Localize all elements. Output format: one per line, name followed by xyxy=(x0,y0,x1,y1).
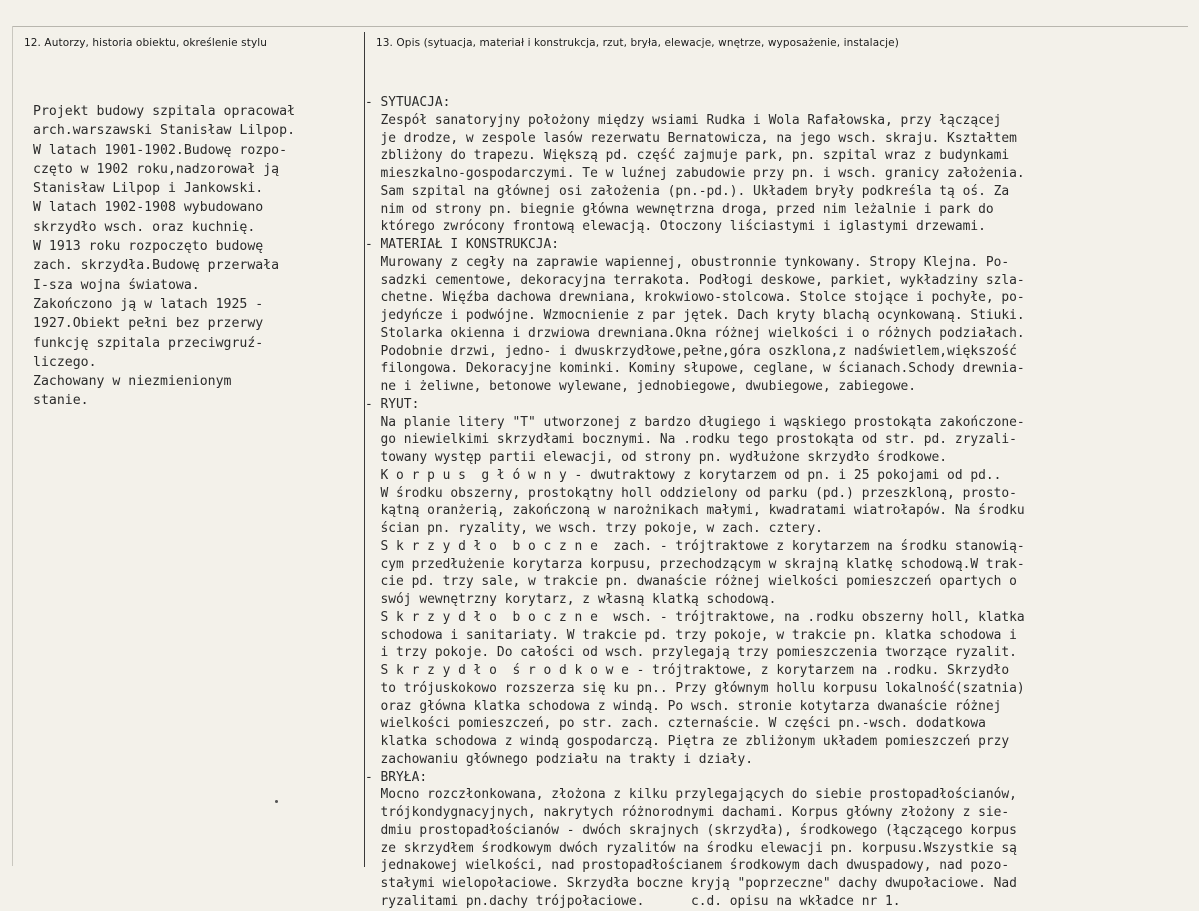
right-text-line: oraz główna klatka schodowa z windą. Po wsch. stronie kotytarza dwanaście różnej xyxy=(365,698,1002,714)
left-text-line: Zachowany w niezmienionym xyxy=(33,374,232,390)
right-text-line: wielkości pomieszczeń, po str. zach. czternaście. W części pn.-wsch. dodatkowa xyxy=(365,716,986,732)
right-text-line: sadzki cementowe, dekoracyjna terrakota. Podłogi deskowe, parkiet, wykładziny szla- xyxy=(365,272,1025,288)
left-text-line: funkcję szpitala przeciwgruź- xyxy=(33,335,264,351)
top-border-line xyxy=(12,26,1188,27)
right-text-line: jedyńcze i podwójne. Wzmocnienie z par jętek. Dach kryty blachą ocynkowaną. Stiuki. xyxy=(365,308,1025,323)
authors-history-text xyxy=(33,102,363,411)
right-text-line: którego zwrócony frontową elewacją. Otoczony liściastymi i iglastymi drzewami. xyxy=(365,219,986,235)
right-text-line: Na planie litery "T" utworzonej z bardzo długiego i wąskiego prostokąta zakończone- xyxy=(365,414,1025,430)
left-text-line: częto w 1902 roku,nadzorował ją xyxy=(33,161,280,177)
right-text-line: klatka schodowa z windą gospodarczą. Piętra ze zbliżonym układem pomieszczeń przy xyxy=(365,734,1010,749)
left-text-line: zach. skrzydła.Budowę przerwała xyxy=(33,258,280,274)
section-13-header: 13. Opis (sytuacja, materiał i konstrukcja, rzut, bryła, elewacje, wnętrze, wyposażenie, instalacje) xyxy=(376,37,899,49)
right-text-line: cie pd. trzy sale, w trakcie pn. dwanaście różnej wielkości pomieszczeń opartych o xyxy=(365,574,1017,590)
right-text-line: cym przedłużenie korytarza korpusu, przechodzącym w skrajną klatkę schodową.W trak- xyxy=(365,556,1025,572)
right-text-line: S k r z y d ł o ś r o d k o w e - trójtraktowe, z korytarzem na .rodku. Skrzydło xyxy=(365,663,1010,678)
right-text-line: - RYUT: xyxy=(365,396,420,412)
right-text-line: je drodze, w zespole lasów rezerwatu Bernatowicza, na jego wsch. skraju. Kształtem xyxy=(365,130,1017,146)
left-text-line: stanie. xyxy=(33,393,89,409)
right-text-line: towany występ partii elewacji, od strony pn. wydłużone skrzydło środkowe. xyxy=(365,450,948,465)
right-text-line: Stolarka okienna i drzwiowa drewniana.Okna różnej wielkości i o różnych podziałach. xyxy=(365,325,1025,341)
right-text-line: - SYTUACJA: xyxy=(365,95,451,110)
right-text-line: ryzalitami pn.dachy trójpołaciowe. c.d. opisu na wkładce nr 1. xyxy=(365,893,901,909)
right-text-line: nim od strony pn. biegnie główna wewnętrzna droga, przed nim leżalnie i park do xyxy=(365,201,994,217)
right-text-line: to trójuskokowo rozszerza się ku pn.. Przy głównym hollu korpusu lokalność(szatnia) xyxy=(365,680,1025,696)
right-text-line: zachowaniu głównego podziału na trakty i działy. xyxy=(365,751,754,767)
right-text-line: K o r p u s g ł ó w n y - dwutraktowy z korytarzem od pn. i 25 pokojami od pd.. xyxy=(365,467,1002,483)
right-text-line: ze skrzydłem środkowym dwóch ryzalitów na środku elewacji pn. korpusu.Wszystkie są xyxy=(365,840,1017,856)
right-text-line: ścian pn. ryzality, we wsch. trzy pokoje, w zach. cztery. xyxy=(365,521,823,536)
description-text xyxy=(365,94,1195,911)
right-text-line: trójkondygnacyjnych, nakrytych różnorodnymi dachami. Korpus główny złożony z sie- xyxy=(365,805,1010,820)
right-text-line: kątną oranżerią, zakończoną w narożnikach małymi, kwadratami wiatrołapów. Na środku xyxy=(365,503,1025,519)
left-text-line: W latach 1902-1908 wybudowano xyxy=(33,200,264,216)
section-12-header: 12. Autorzy, historia obiektu, określenie stylu xyxy=(24,37,268,49)
right-text-line: schodowa i sanitariaty. W trakcie pd. trzy pokoje, w trakcie pn. klatka schodowa i xyxy=(365,627,1017,643)
right-text-line: swój wewnętrzny korytarz, z własną klatką schodową. xyxy=(365,592,777,607)
right-text-line: go niewielkimi skrzydłami bocznymi. Na .rodku tego prostokąta od str. pd. zryzali- xyxy=(365,432,1017,448)
left-text-line: Projekt budowy szpitala opracował xyxy=(33,104,296,119)
right-text-line: i trzy pokoje. Do całości od wsch. przylegają trzy pomieszczenia tworzące ryzalit. xyxy=(365,645,1017,661)
right-text-line: dmiu prostopadłościanów - dwóch skrajnych (skrzydła), środkowego (łączącego korpus xyxy=(365,822,1017,838)
left-text-line: I-sza wojna światowa. xyxy=(33,277,200,293)
left-text-line: W 1913 roku rozpoczęto budowę xyxy=(33,239,264,255)
right-text-line: S k r z y d ł o b o c z n e zach. - trójtraktowe z korytarzem na środku stanowią- xyxy=(365,538,1025,554)
left-border-line xyxy=(12,26,13,866)
right-text-line: S k r z y d ł o b o c z n e wsch. - trójtraktowe, na .rodku obszerny holl, klatka xyxy=(365,609,1025,625)
left-text-line: Zakończono ją w latach 1925 - xyxy=(33,296,264,312)
right-text-line: W środku obszerny, prostokątny holl oddzielony od parku (pd.) przeszkloną, prosto- xyxy=(365,485,1017,501)
left-text-line: arch.warszawski Stanisław Lilpop. xyxy=(33,123,296,139)
right-text-line: Zespół sanatoryjny położony między wsiami Rudka i Wola Rafałowska, przy łączącej xyxy=(365,112,1002,128)
left-text-line: 1927.Obiekt pełni bez przerwy xyxy=(33,316,264,332)
right-text-line: Sam szpital na głównej osi założenia (pn.-pd.). Układem bryły podkreśla tą oś. Za xyxy=(365,183,1010,199)
paper-speck xyxy=(275,800,278,803)
right-text-line: - MATERIAŁ I KONSTRUKCJA: xyxy=(365,237,560,252)
right-text-line: Podobnie drzwi, jedno- i dwuskrzydłowe,pełne,góra oszklona,z nadświetlem,większość xyxy=(365,343,1017,359)
left-text-line: W latach 1901-1902.Budowę rozpo- xyxy=(33,142,288,158)
right-text-line: filongowa. Dekoracyjne kominki. Kominy słupowe, ceglane, w ścianach.Schody drewnia- xyxy=(365,361,1025,377)
right-text-line: Mocno rozczłonkowana, złożona z kilku przylegających do siebie prostopadłościanów, xyxy=(365,787,1017,803)
left-text-line: Stanisław Lilpop i Jankowski. xyxy=(33,181,264,197)
right-text-line: stałymi wielopołaciowe. Skrzydła boczne kryją "poprzeczne" dachy dwupołaciowe. Nad xyxy=(365,876,1017,891)
right-text-line: ne i żeliwne, betonowe wylewane, jednobiegowe, dwubiegowe, zabiegowe. xyxy=(365,379,917,394)
right-text-line: - BRYŁA: xyxy=(365,769,428,785)
left-text-line: liczego. xyxy=(33,354,97,370)
right-text-line: jednakowej wielkości, nad prostopadłościanem środkowym dach dwuspadowy, nad pozo- xyxy=(365,858,1010,874)
right-text-line: zbliżony do trapezu. Większą pd. część zajmuje park, pn. szpital wraz z budynkami xyxy=(365,148,1010,164)
right-text-line: chetne. Więźba dachowa drewniana, krokwiowo-stolcowa. Stolce stojące i pochyłe, po- xyxy=(365,290,1025,306)
left-text-line: skrzydło wsch. oraz kuchnię. xyxy=(33,219,256,235)
right-text-line: Murowany z cegły na zaprawie wapiennej, obustronnie tynkowany. Stropy Klejna. Po- xyxy=(365,254,1010,270)
right-text-line: mieszkalno-gospodarczymi. Te w luźnej zabudowie przy pn. i wsch. granicy założenia. xyxy=(365,166,1025,181)
